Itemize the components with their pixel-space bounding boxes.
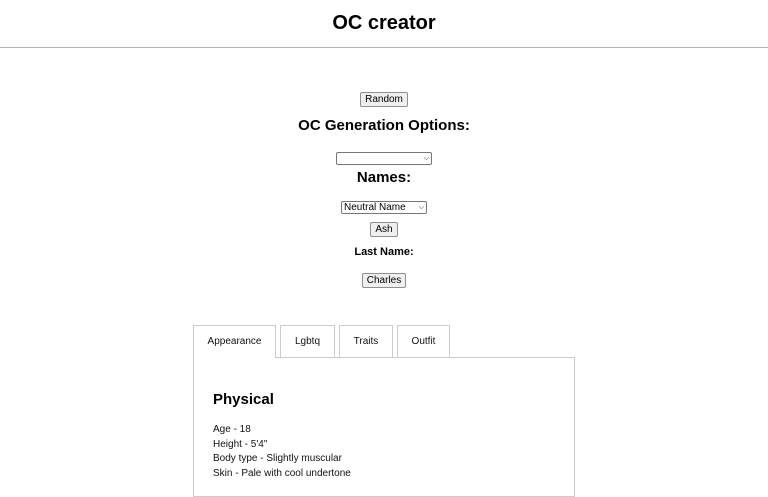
tab-traits[interactable]: Traits xyxy=(339,325,393,357)
chevron-down-icon: ⌵ xyxy=(418,204,424,211)
first-name-row xyxy=(0,219,768,237)
name-type-select[interactable] xyxy=(341,201,427,214)
list-item: Skin - Pale with cool undertone xyxy=(213,467,351,479)
name-type-value: Neutral Name xyxy=(344,202,406,213)
name-type-row xyxy=(0,197,768,215)
last-name-heading: Last Name: xyxy=(354,246,414,258)
random-button[interactable]: Random xyxy=(360,92,408,107)
last-name-button[interactable]: Charles xyxy=(362,273,406,288)
generation-options-select[interactable] xyxy=(336,152,432,165)
physical-heading: Physical xyxy=(213,391,274,408)
page-header xyxy=(0,0,768,48)
last-name-row xyxy=(0,270,768,288)
physical-list xyxy=(213,423,351,481)
random-row xyxy=(0,89,768,107)
first-name-button[interactable]: Ash xyxy=(370,222,397,237)
tab-appearance[interactable]: Appearance xyxy=(193,325,276,358)
list-item: Body type - Slightly muscular xyxy=(213,453,342,464)
list-item: Height - 5'4" xyxy=(213,438,268,450)
generation-options-heading: OC Generation Options: xyxy=(298,117,470,134)
chevron-down-icon: ⌵ xyxy=(423,154,429,162)
list-item: Age - 18 xyxy=(213,424,251,435)
tab-outfit[interactable]: Outfit xyxy=(397,325,450,357)
names-heading: Names: xyxy=(356,169,412,186)
appearance-panel xyxy=(193,357,575,497)
generation-options-row xyxy=(0,145,768,165)
page-title: OC creator xyxy=(332,12,436,34)
tab-lgbtq[interactable]: Lgbtq xyxy=(280,325,335,357)
